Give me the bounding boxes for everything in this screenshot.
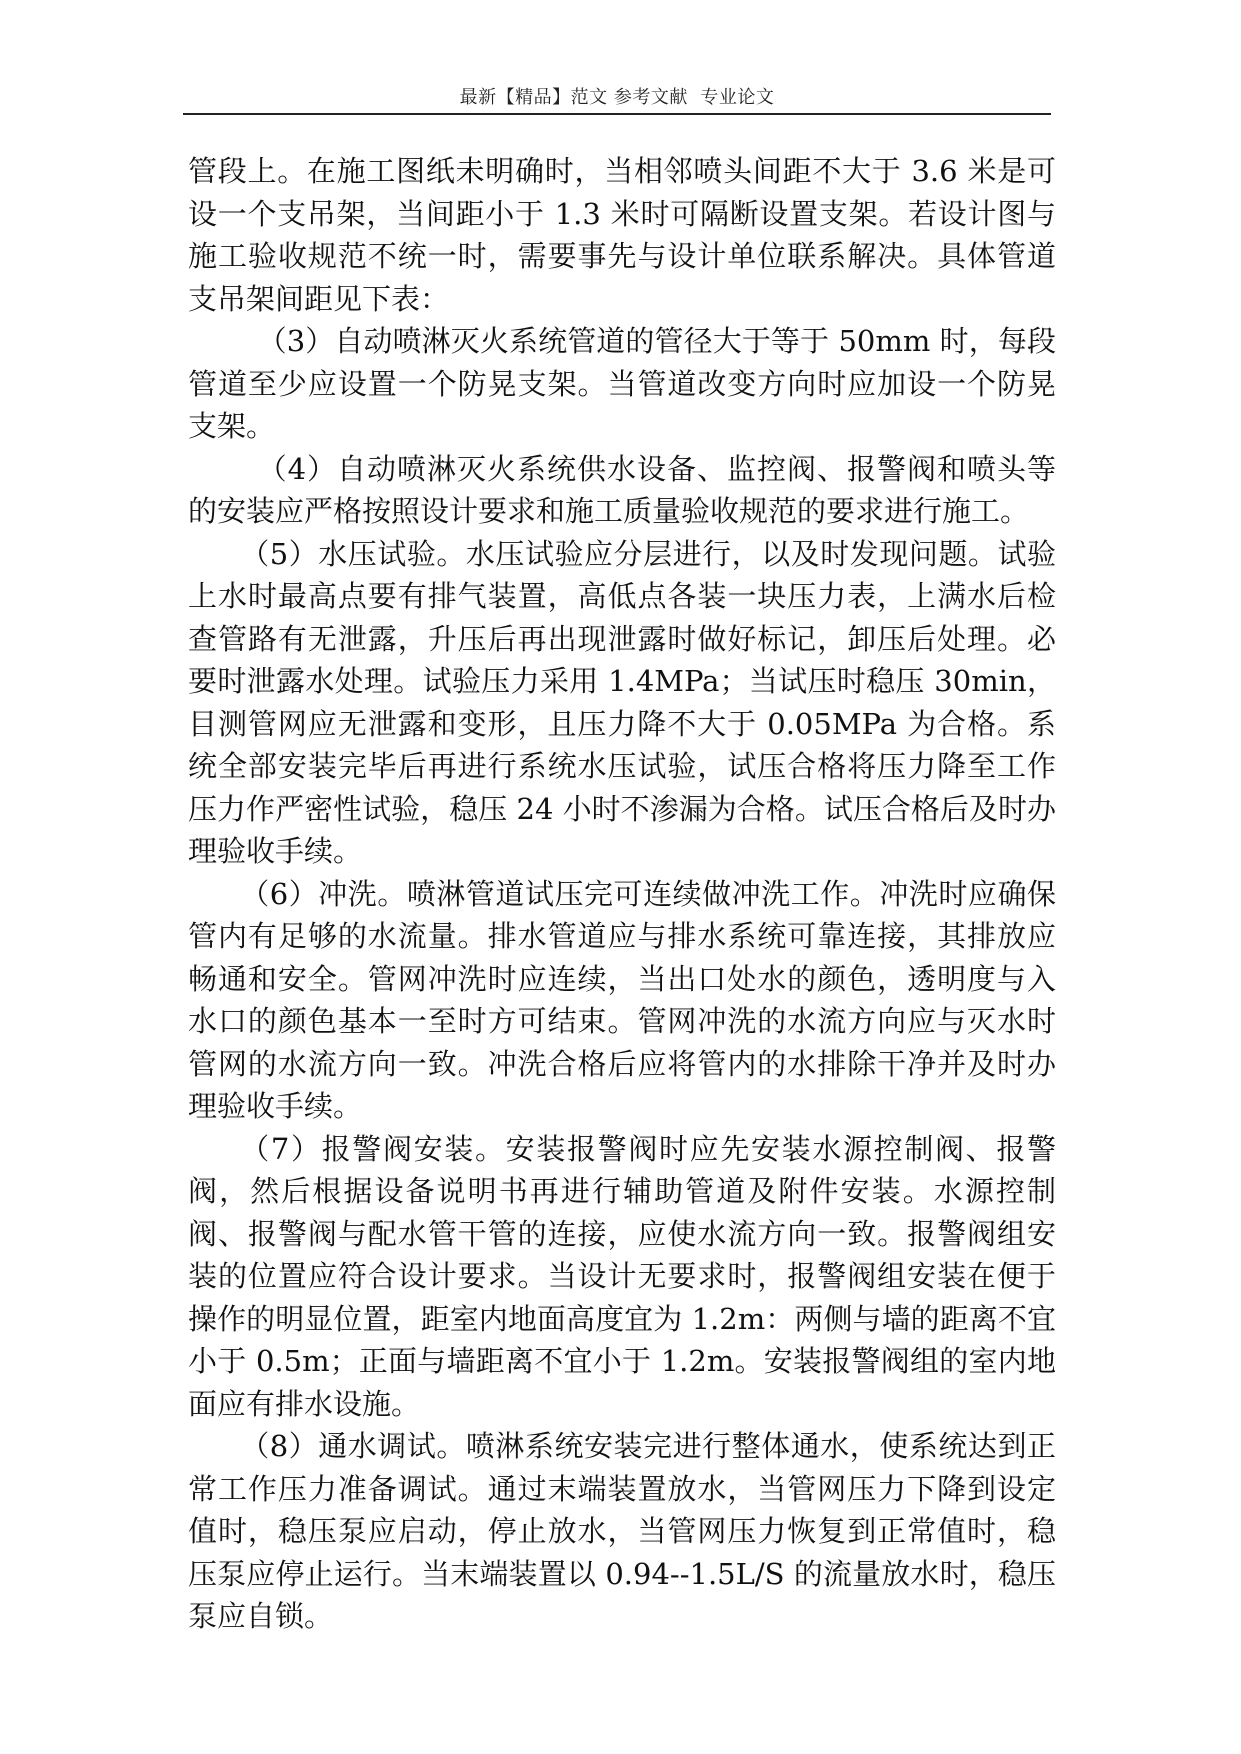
page-header: 最新【精品】范文 参考文献 专业论文 bbox=[459, 87, 775, 108]
paragraph-item-4: （4）自动喷淋灭火系统供水设备、监控阀、报警阀和喷头等的安装应严格按照设计要求和施工质量验收规范的要求进行施工。 bbox=[188, 451, 1056, 528]
paragraph-item-6: （6）冲洗。喷淋管道试压完可连续做冲洗工作。冲洗时应确保管内有足够的水流量。排水管道应与排水系统可靠连接，其排放应畅通和安全。管网冲洗时应连续，当出口处水的颜色，透明度与入水口的颜色基本一至时方可结束。管网冲洗的水流方向应与灭水时管网的水流方向一致。冲洗合格后应将管内的水排除干净并及时办理验收手续。 bbox=[188, 876, 1056, 1123]
paragraph-item-8: （8）通水调试。喷淋系统安装完进行整体通水，使系统达到正常工作压力准备调试。通过末端装置放水，当管网压力下降到设定值时，稳压泵应启动，停止放水，当管网压力恢复到正常值时，稳压泵应停止运行。当末端装置以 0.94--1.5L/S 的流量放水时，稳压泵应自锁。 bbox=[188, 1429, 1056, 1633]
header-divider bbox=[183, 113, 1051, 115]
paragraph-item-7: （7）报警阀安装。安装报警阀时应先安装水源控制阀、报警阀，然后根据设备说明书再进行辅助管道及附件安装。水源控制阀、报警阀与配水管干管的连接，应使水流方向一致。报警阀组安装的位置应符合设计要求。当设计无要求时，报警阀组安装在便于操作的明显位置，距室内地面高度宜为 1.2m：两侧与墙的距离不宜小于 0.5m；正面与墙距离不宜小于 1.2m。安装报警阀组的室内地面应有排水设施。 bbox=[188, 1131, 1056, 1421]
paragraph-item-5: （5）水压试验。水压试验应分层进行，以及时发现问题。试验上水时最高点要有排气装置，高低点各装一块压力表，上满水后检查管路有无泄露，升压后再出现泄露时做好标记，卸压后处理。必要时泄露水处理。试验压力采用 1.4MPa；当试压时稳压 30min，目测管网应无泄露和变形，且压力降不大于 0.05MPa 为合格。系统全部安装完毕后再进行系统水压试验，试压合格将压力降至工作压力作严密性试验，稳压 24 小时不渗漏为合格。试压合格后及时办理验收手续。 bbox=[188, 536, 1056, 868]
paragraph-support-spacing: 管段上。在施工图纸未明确时，当相邻喷头间距不大于 3.6 米是可设一个支吊架，当间距小于 1.3 米时可隔断设置支架。若设计图与施工验收规范不统一时，需要事先与设计单位联系解决。具体管道支吊架间距见下表： bbox=[188, 154, 1056, 316]
paragraph-item-3: （3）自动喷淋灭火系统管道的管径大于等于 50mm 时，每段管道至少应设置一个防晃支架。当管道改变方向时应加设一个防晃支架。 bbox=[188, 324, 1056, 443]
document-body bbox=[188, 150, 1056, 1638]
